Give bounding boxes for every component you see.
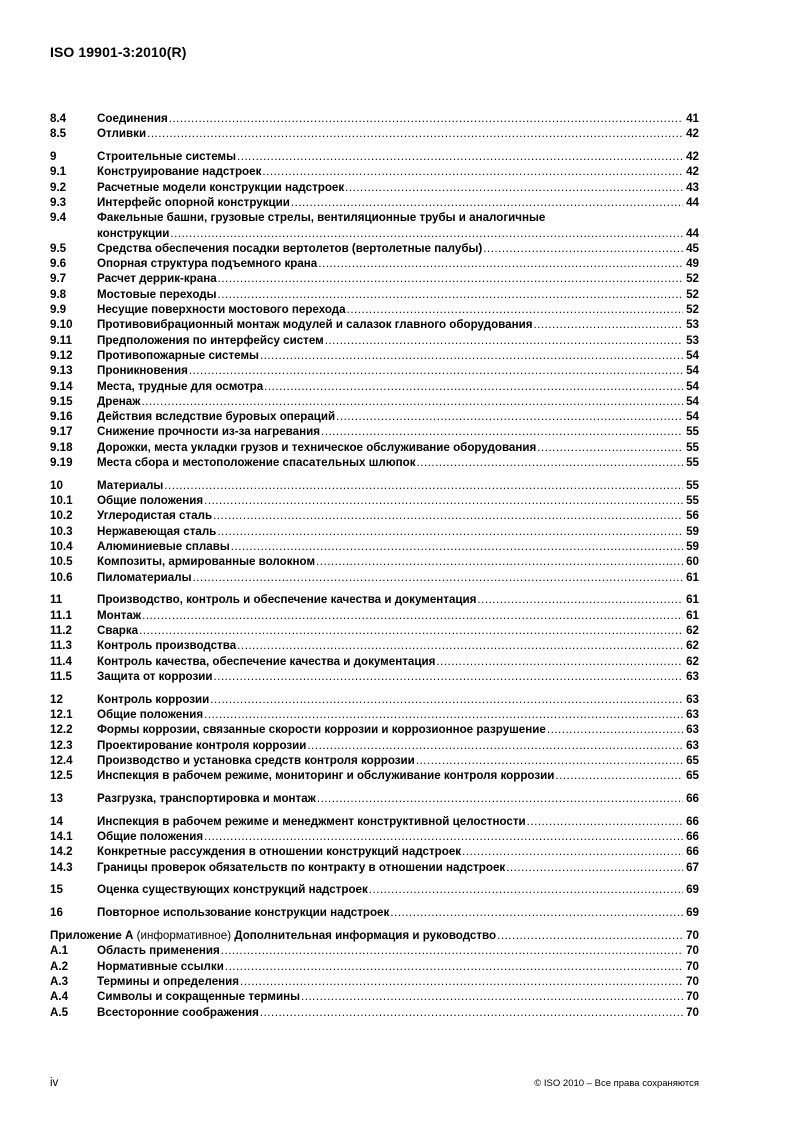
toc-entry-page: 49 — [686, 257, 699, 271]
toc-entry-number: 12.5 — [50, 769, 73, 783]
dot-leader — [369, 882, 683, 897]
dot-leader — [321, 424, 683, 439]
toc-entry-title: Символы и сокращенные термины — [97, 990, 301, 1004]
toc-entry-page: 63 — [686, 738, 699, 752]
annex-title: Дополнительная информация и руководство — [234, 929, 497, 943]
toc-entry-page: 52 — [686, 272, 699, 286]
toc-entry-title: Нержавеющая сталь — [97, 524, 217, 538]
toc-entry-page: 59 — [686, 540, 699, 554]
toc-entry[interactable] — [50, 379, 699, 394]
toc-entry-title: Защита от коррозии — [97, 669, 213, 683]
toc-entry-number: 9.15 — [50, 394, 73, 408]
dot-leader — [164, 478, 683, 493]
toc-entry-number: 10.3 — [50, 524, 73, 538]
toc-entry-number: 10.6 — [50, 570, 73, 584]
toc-entry[interactable] — [50, 508, 699, 523]
toc-entry[interactable] — [50, 608, 699, 623]
toc-entry-page: 66 — [686, 845, 699, 859]
toc-entry-page: 65 — [686, 753, 699, 767]
toc-entry-title: Разгрузка, транспортировка и монтаж — [97, 791, 316, 805]
toc-entry-number: 9.10 — [50, 318, 73, 332]
dot-leader — [147, 126, 683, 141]
toc-entry-title: Общие положения — [97, 830, 204, 844]
toc-entry-title: Общие положения — [97, 707, 204, 721]
toc-annex-entry[interactable] — [50, 928, 699, 943]
toc-entry[interactable] — [50, 409, 699, 424]
toc-entry[interactable] — [50, 126, 699, 141]
dot-leader — [477, 592, 683, 607]
dot-leader — [416, 753, 683, 768]
toc-entry-number: 9.18 — [50, 440, 73, 454]
toc-entry-number: 12.2 — [50, 723, 73, 737]
toc-entry-title: Производство, контроль и обеспечение качества и документация — [97, 593, 477, 607]
toc-entry-title: Конструирование надстроек — [97, 165, 262, 179]
toc-entry-title: Дренаж — [97, 394, 141, 408]
toc-entry-page: 59 — [686, 524, 699, 538]
page-number: iv — [50, 1077, 59, 1089]
dot-leader — [260, 1005, 683, 1020]
toc-entry-page: 43 — [686, 180, 699, 194]
toc-entry-page: 63 — [686, 723, 699, 737]
toc-entry-title: Материалы — [97, 478, 164, 492]
toc-entry-number: 9.7 — [50, 272, 67, 286]
dot-leader — [317, 791, 683, 806]
toc-entry-number: 9.4 — [50, 211, 67, 225]
copyright-notice: © ISO 2010 – Все права сохраняются — [534, 1078, 699, 1089]
toc-entry-number: A.1 — [50, 944, 69, 958]
toc-entry[interactable] — [50, 554, 699, 569]
toc-entry-page: 42 — [686, 127, 699, 141]
toc-entry[interactable] — [50, 302, 699, 317]
toc-entry-title: Общие положения — [97, 494, 204, 508]
dot-leader — [204, 829, 683, 844]
toc-entry-number: 14.1 — [50, 830, 73, 844]
dot-leader — [193, 570, 683, 585]
dot-leader — [436, 654, 683, 669]
toc-entry-number: 9.11 — [50, 333, 72, 347]
toc-entry[interactable] — [50, 164, 699, 179]
toc-entry-title: Расчетные модели конструкции надстроек — [97, 180, 345, 194]
toc-entry[interactable] — [50, 348, 699, 363]
toc-entry-number: 11 — [50, 593, 63, 607]
toc-entry-number: 10.5 — [50, 555, 73, 569]
dot-leader — [547, 722, 683, 737]
toc-entry-page: 53 — [686, 333, 699, 347]
toc-entry-page: 55 — [686, 440, 699, 454]
toc-entry-continuation[interactable] — [50, 226, 699, 241]
toc-entry-title: Факельные башни, грузовые стрелы, вентиляционные трубы и аналогичные — [97, 211, 546, 225]
toc-entry-number: A.2 — [50, 959, 69, 973]
toc-entry-number: 9.14 — [50, 379, 73, 393]
toc-entry-number: 10.4 — [50, 540, 73, 554]
toc-entry-page: 61 — [686, 608, 699, 622]
dot-leader — [318, 256, 683, 271]
toc-entry-title: Противовибрационный монтаж модулей и салазок главного оборудования — [97, 318, 533, 332]
toc-entry-title: Расчет деррик-крана — [97, 272, 217, 286]
toc-entry-number: 9.3 — [50, 195, 67, 209]
toc-entry[interactable] — [50, 829, 699, 844]
toc-entry-title: Повторное использование конструкции надстроек — [97, 906, 390, 920]
dot-leader — [217, 524, 683, 539]
toc-entry[interactable] — [50, 974, 699, 989]
toc-entry[interactable] — [50, 210, 699, 225]
dot-leader — [316, 554, 683, 569]
toc-entry-title: Термины и определения — [97, 974, 240, 988]
toc-entry[interactable] — [50, 394, 699, 409]
toc-entry[interactable] — [50, 111, 699, 126]
toc-entry[interactable] — [50, 882, 699, 897]
toc-entry-number: 9.16 — [50, 410, 73, 424]
dot-leader — [347, 302, 683, 317]
toc-entry-title: Проникновения — [97, 364, 188, 378]
toc-entry-page: 66 — [686, 791, 699, 805]
toc-entry-page: 45 — [686, 241, 699, 255]
toc-entry-page: 61 — [686, 593, 699, 607]
toc-entry[interactable] — [50, 287, 699, 302]
dot-leader — [291, 195, 683, 210]
toc-entry[interactable] — [50, 905, 699, 920]
toc-entry-page: 52 — [686, 287, 699, 301]
toc-entry-title-continued: конструкции — [97, 226, 170, 240]
dot-leader — [214, 669, 683, 684]
dot-leader — [221, 943, 683, 958]
toc-entry[interactable] — [50, 455, 699, 470]
toc-entry[interactable] — [50, 623, 699, 638]
toc-entry-title: Монтаж — [97, 608, 142, 622]
toc-entry-page: 54 — [686, 379, 699, 393]
dot-leader — [336, 409, 683, 424]
toc-entry-page: 70 — [686, 1005, 699, 1019]
toc-entry-number: 15 — [50, 883, 63, 897]
toc-entry-page: 69 — [686, 906, 699, 920]
toc-entry[interactable] — [50, 539, 699, 554]
dot-leader — [218, 271, 683, 286]
dot-leader — [462, 844, 683, 859]
dot-leader — [189, 363, 683, 378]
toc-entry-page: 55 — [686, 425, 699, 439]
toc-entry-page: 41 — [686, 112, 699, 125]
toc-entry-page: 66 — [686, 830, 699, 844]
dot-leader — [213, 508, 683, 523]
toc-entry-number: 16 — [50, 906, 63, 920]
toc-entry-number: 13 — [50, 791, 63, 805]
toc-entry-title: Действия вследствие буровых операций — [97, 410, 336, 424]
toc-entry-number: 9.19 — [50, 456, 73, 470]
toc-entry-page: 65 — [686, 769, 699, 783]
toc-entry[interactable] — [50, 814, 699, 829]
toc-entry-page: 42 — [686, 165, 699, 179]
toc-entry-title: Предположения по интерфейсу систем — [97, 333, 324, 347]
dot-leader — [390, 905, 683, 920]
toc-entry-title: Всесторонние соображения — [97, 1005, 259, 1019]
dot-leader — [260, 348, 683, 363]
toc-entry[interactable] — [50, 180, 699, 195]
toc-entry-page: 62 — [686, 639, 699, 653]
toc-entry-title: Область применения — [97, 944, 220, 958]
toc-entry-page: 62 — [686, 654, 699, 668]
toc-entry-page: 61 — [686, 570, 699, 584]
toc-entry-number: 12.3 — [50, 738, 73, 752]
toc-entry-number: 10.1 — [50, 494, 73, 508]
toc-entry-number: 11.2 — [50, 624, 72, 637]
toc-entry-title: Пиломатериалы — [97, 570, 192, 584]
toc-entry-title: Соединения — [97, 112, 168, 125]
toc-entry-number: 9.8 — [50, 287, 67, 301]
toc-entry-title: Композиты, армированные волокном — [97, 555, 316, 569]
toc-entry-title: Контроль качества, обеспечение качества и документация — [97, 654, 436, 668]
toc-entry-page: 53 — [686, 318, 699, 332]
dot-leader — [142, 608, 683, 623]
toc-entry-number: 14.3 — [50, 860, 73, 874]
dot-leader — [506, 860, 683, 875]
toc-entry-title: Опорная структура подъемного крана — [97, 257, 318, 271]
toc-entry[interactable] — [50, 989, 699, 1004]
toc-entry-title: Инспекция в рабочем режиме, мониторинг и обслуживание контроля коррозии — [97, 769, 555, 783]
toc-entry[interactable] — [50, 1005, 699, 1020]
toc-entry-page: 60 — [686, 555, 699, 569]
toc-entry-number: 14.2 — [50, 845, 73, 859]
toc-entry-page: 56 — [686, 509, 699, 523]
toc-entry-title: Границы проверок обязательств по контракту в отношении надстроек — [97, 860, 506, 874]
toc-entry-page: 42 — [686, 150, 699, 164]
toc-entry[interactable] — [50, 654, 699, 669]
dot-leader — [497, 928, 683, 943]
toc-entry-title: Нормативные ссылки — [97, 959, 224, 973]
toc-entry-page: 67 — [686, 860, 699, 874]
toc-entry-number: 9.1 — [50, 165, 67, 179]
toc-entry-page: 63 — [686, 692, 699, 706]
dot-leader — [218, 287, 683, 302]
toc-entry-title: Алюминиевые сплавы — [97, 540, 230, 554]
dot-leader — [262, 164, 683, 179]
toc-entry-title: Оценка существующих конструкций надстроек — [97, 883, 368, 897]
toc-entry-page: 54 — [686, 348, 699, 362]
dot-leader — [345, 180, 683, 195]
toc-entry-title: Контроль производства — [97, 639, 237, 653]
toc-entry-title: Средства обеспечения посадки вертолетов (вертолетные палубы) — [97, 241, 483, 255]
toc-entry-page: 70 — [686, 959, 699, 973]
toc-entry[interactable] — [50, 333, 699, 348]
toc-entry[interactable] — [50, 570, 699, 585]
toc-entry[interactable] — [50, 638, 699, 653]
dot-leader — [141, 394, 683, 409]
dot-leader — [307, 738, 683, 753]
document-id-header: ISO 19901-3:2010(R) — [50, 44, 187, 60]
toc-entry-page: 44 — [686, 195, 699, 209]
toc-entry-title: Интерфейс опорной конструкции — [97, 195, 290, 209]
toc-entry[interactable] — [50, 738, 699, 753]
toc-entry-title: Мостовые переходы — [97, 287, 217, 301]
toc-entry-number: 9.6 — [50, 257, 67, 271]
toc-entry-page: 62 — [686, 624, 699, 637]
dot-leader — [264, 379, 683, 394]
toc-entry-page: 55 — [686, 494, 699, 508]
toc-entry[interactable] — [50, 722, 699, 737]
dot-leader — [301, 989, 683, 1004]
toc-entry-title: Места, трудные для осмотра — [97, 379, 264, 393]
toc-entry-page: 54 — [686, 364, 699, 378]
toc-entry-page: 70 — [686, 929, 699, 943]
dot-leader — [325, 333, 683, 348]
toc-entry-page: 63 — [686, 707, 699, 721]
toc-entry-number: 11.3 — [50, 639, 72, 653]
toc-entry[interactable] — [50, 440, 699, 455]
toc-entry-title: Снижение прочности из-за нагревания — [97, 425, 320, 439]
toc-entry-page: 70 — [686, 944, 699, 958]
dot-leader — [237, 149, 683, 164]
dot-leader — [204, 707, 683, 722]
toc-entry[interactable] — [50, 424, 699, 439]
toc-entry[interactable] — [50, 844, 699, 859]
dot-leader — [240, 974, 683, 989]
toc-entry-number: 9.2 — [50, 180, 67, 194]
dot-leader — [537, 440, 683, 455]
annex-label: Приложение А — [50, 929, 134, 943]
toc-entry[interactable] — [50, 692, 699, 707]
toc-entry-number: 9.13 — [50, 364, 73, 378]
toc-entry-title: Несущие поверхности мостового перехода — [97, 303, 346, 317]
toc-entry-title: Места сбора и местоположение спасательных шлюпок — [97, 456, 416, 470]
toc-entry-number: 10.2 — [50, 509, 73, 523]
toc-entry[interactable] — [50, 791, 699, 806]
toc-entry-page: 55 — [686, 456, 699, 470]
dot-leader — [417, 455, 683, 470]
toc-entry-title: Контроль коррозии — [97, 692, 210, 706]
dot-leader — [483, 241, 683, 256]
toc-entry-number: 14 — [50, 814, 63, 828]
toc-entry-page: 52 — [686, 303, 699, 317]
toc-entry-number: 12.4 — [50, 753, 73, 767]
toc-entry-page: 54 — [686, 410, 699, 424]
toc-entry[interactable] — [50, 241, 699, 256]
toc-entry-page: 70 — [686, 990, 699, 1004]
toc-entry-title: Сварка — [97, 624, 139, 637]
toc-entry-title: Проектирование контроля коррозии — [97, 738, 307, 752]
toc-entry-title: Производство и установка средств контроля коррозии — [97, 753, 415, 767]
toc-entry-number: A.5 — [50, 1005, 69, 1019]
toc-entry[interactable] — [50, 669, 699, 684]
toc-entry-number: A.4 — [50, 990, 69, 1004]
toc-entry-page: 55 — [686, 478, 699, 492]
toc-entry-title: Конкретные рассуждения в отношении конструкций надстроек — [97, 845, 462, 859]
toc-entry[interactable] — [50, 707, 699, 722]
toc-entry-number: 9.12 — [50, 348, 73, 362]
dot-leader — [225, 959, 683, 974]
toc-entry[interactable] — [50, 256, 699, 271]
toc-entry-number: 10 — [50, 478, 63, 492]
toc-entry[interactable] — [50, 149, 699, 164]
toc-entry-number: 8.4 — [50, 112, 67, 125]
dot-leader — [210, 692, 683, 707]
toc-entry[interactable] — [50, 271, 699, 286]
toc-entry[interactable] — [50, 753, 699, 768]
toc-entry-title: Инспекция в рабочем режиме и менеджмент конструктивной целостности — [97, 814, 526, 828]
toc-entry-page: 69 — [686, 883, 699, 897]
dot-leader — [169, 111, 683, 126]
dot-leader — [139, 623, 683, 638]
toc-entry-page: 44 — [686, 226, 699, 240]
toc-entry-title: Противопожарные системы — [97, 348, 259, 362]
toc-entry[interactable] — [50, 195, 699, 210]
toc-entry[interactable] — [50, 363, 699, 378]
toc-entry[interactable] — [50, 493, 699, 508]
toc-entry[interactable] — [50, 959, 699, 974]
dot-leader — [204, 493, 683, 508]
toc-entry-page: 70 — [686, 974, 699, 988]
toc-annex-title-group — [50, 928, 496, 943]
toc-entry-title: Отливки — [97, 127, 147, 141]
toc-entry[interactable] — [50, 768, 699, 783]
toc-entry-page: 66 — [686, 814, 699, 828]
toc-entry[interactable] — [50, 592, 699, 607]
toc-entry-page: 54 — [686, 394, 699, 408]
toc-entry[interactable] — [50, 317, 699, 332]
toc-entry-title: Дорожки, места укладки грузов и техническое обслуживание оборудования — [97, 440, 537, 454]
toc-entry-title: Формы коррозии, связанные скорости коррозии и коррозионное разрушение — [97, 723, 546, 737]
toc-entry-number: 9.9 — [50, 303, 67, 317]
toc-entry-number: A.3 — [50, 974, 69, 988]
dot-leader — [231, 539, 683, 554]
toc-entry-number: 9 — [50, 150, 57, 164]
toc-entry-number: 11.5 — [50, 669, 72, 683]
toc-entry-title: Углеродистая сталь — [97, 509, 213, 523]
toc-entry-title: Строительные системы — [97, 150, 237, 164]
toc-entry-number: 12.1 — [50, 707, 73, 721]
dot-leader — [527, 814, 683, 829]
toc-entry[interactable] — [50, 478, 699, 493]
toc-entry-number: 11.1 — [50, 608, 72, 622]
table-of-contents — [50, 111, 699, 1020]
toc-entry[interactable] — [50, 943, 699, 958]
toc-entry-page: 63 — [686, 669, 699, 683]
toc-entry[interactable] — [50, 524, 699, 539]
dot-leader — [237, 638, 683, 653]
annex-qualifier: (информативное) — [136, 929, 232, 943]
dot-leader — [555, 768, 683, 783]
toc-entry-number: 9.17 — [50, 425, 73, 439]
dot-leader — [533, 317, 683, 332]
toc-entry-number: 11.4 — [50, 654, 72, 668]
toc-entry-number: 8.5 — [50, 127, 67, 141]
dot-leader — [170, 226, 683, 241]
toc-entry-number: 12 — [50, 692, 63, 706]
toc-entry-number: 9.5 — [50, 241, 67, 255]
toc-entry[interactable] — [50, 860, 699, 875]
